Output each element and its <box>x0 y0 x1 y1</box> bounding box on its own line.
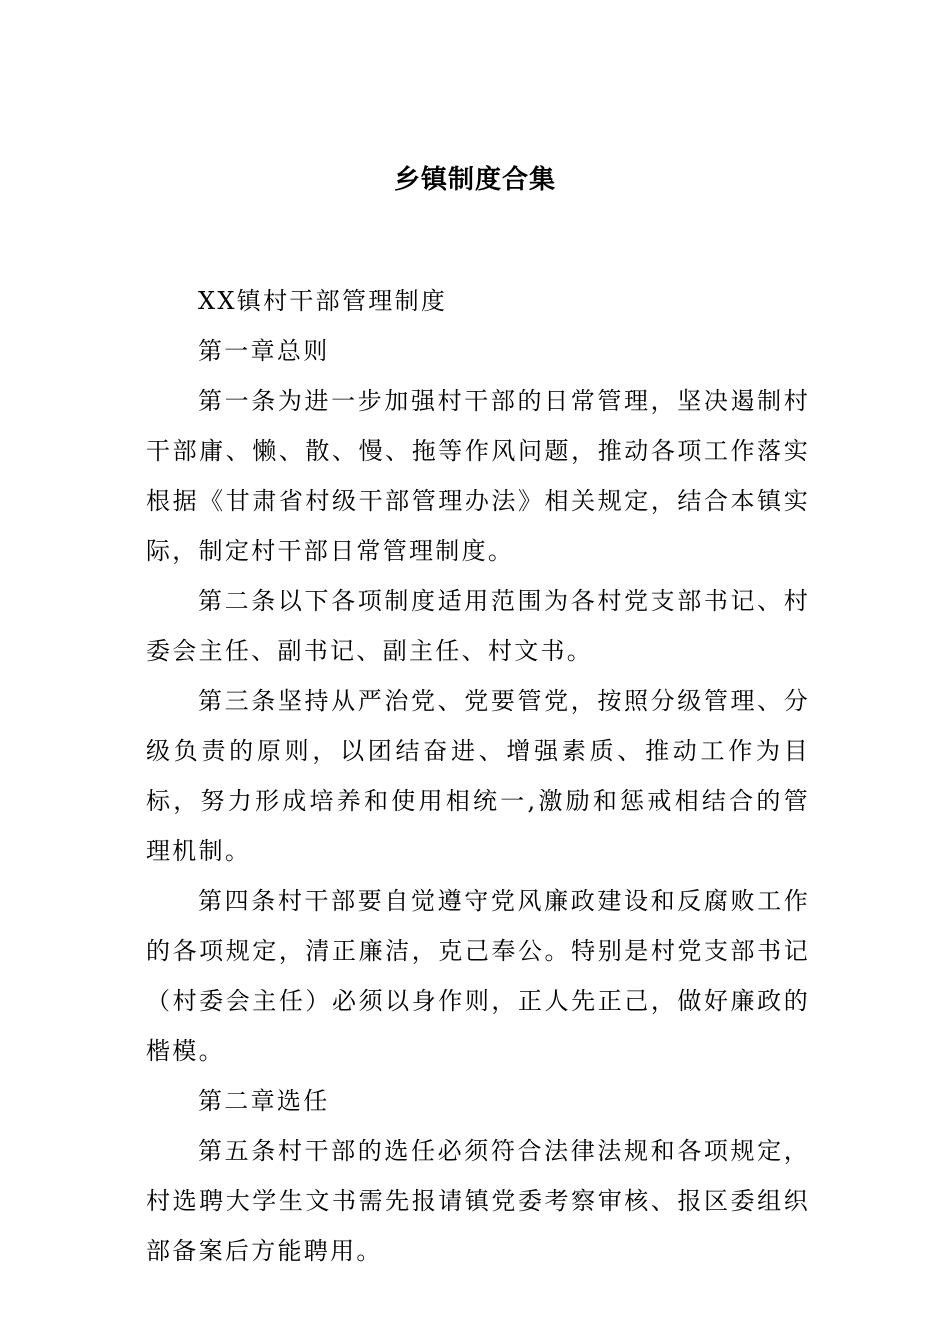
document-title: 乡镇制度合集 <box>393 165 556 195</box>
paragraph-article-5: 第五条村干部的选任必须符合法律法规和各项规定，村选聘大学生文书需先报请镇党委考察审核、报区委组织部备案后方能聘用。 <box>146 1137 810 1265</box>
paragraph-article-4: 第四条村干部要自觉遵守党风廉政建设和反腐败工作的各项规定，清正廉洁，克己奉公。特别是村党支部书记（村委会主任）必须以身作则，正人先正己，做好廉政的楷模。 <box>146 887 810 1065</box>
document-body <box>146 276 810 1276</box>
paragraph-chapter-1-heading: 第一章总则 <box>198 337 330 365</box>
paragraph-article-2: 第二条以下各项制度适用范围为各村党支部书记、村委会主任、副书记、副主任、村文书。 <box>146 587 810 665</box>
paragraph-heading-regulation: XX镇村干部管理制度 <box>198 287 448 315</box>
paragraph-article-3: 第三条坚持从严治党、党要管党，按照分级管理、分级负责的原则，以团结奋进、增强素质、推动工作为目标，努力形成培养和使用相统一,激励和惩戒相结合的管理机制。 <box>146 687 810 865</box>
paragraph-article-1: 第一条为进一步加强村干部的日常管理，坚决遏制村干部庸、懒、散、慢、拖等作风问题，推动各项工作落实根据《甘肃省村级干部管理办法》相关规定，结合本镇实际，制定村干部日常管理制度。 <box>146 387 810 565</box>
paragraph-chapter-2-heading: 第二章选任 <box>198 1087 330 1115</box>
